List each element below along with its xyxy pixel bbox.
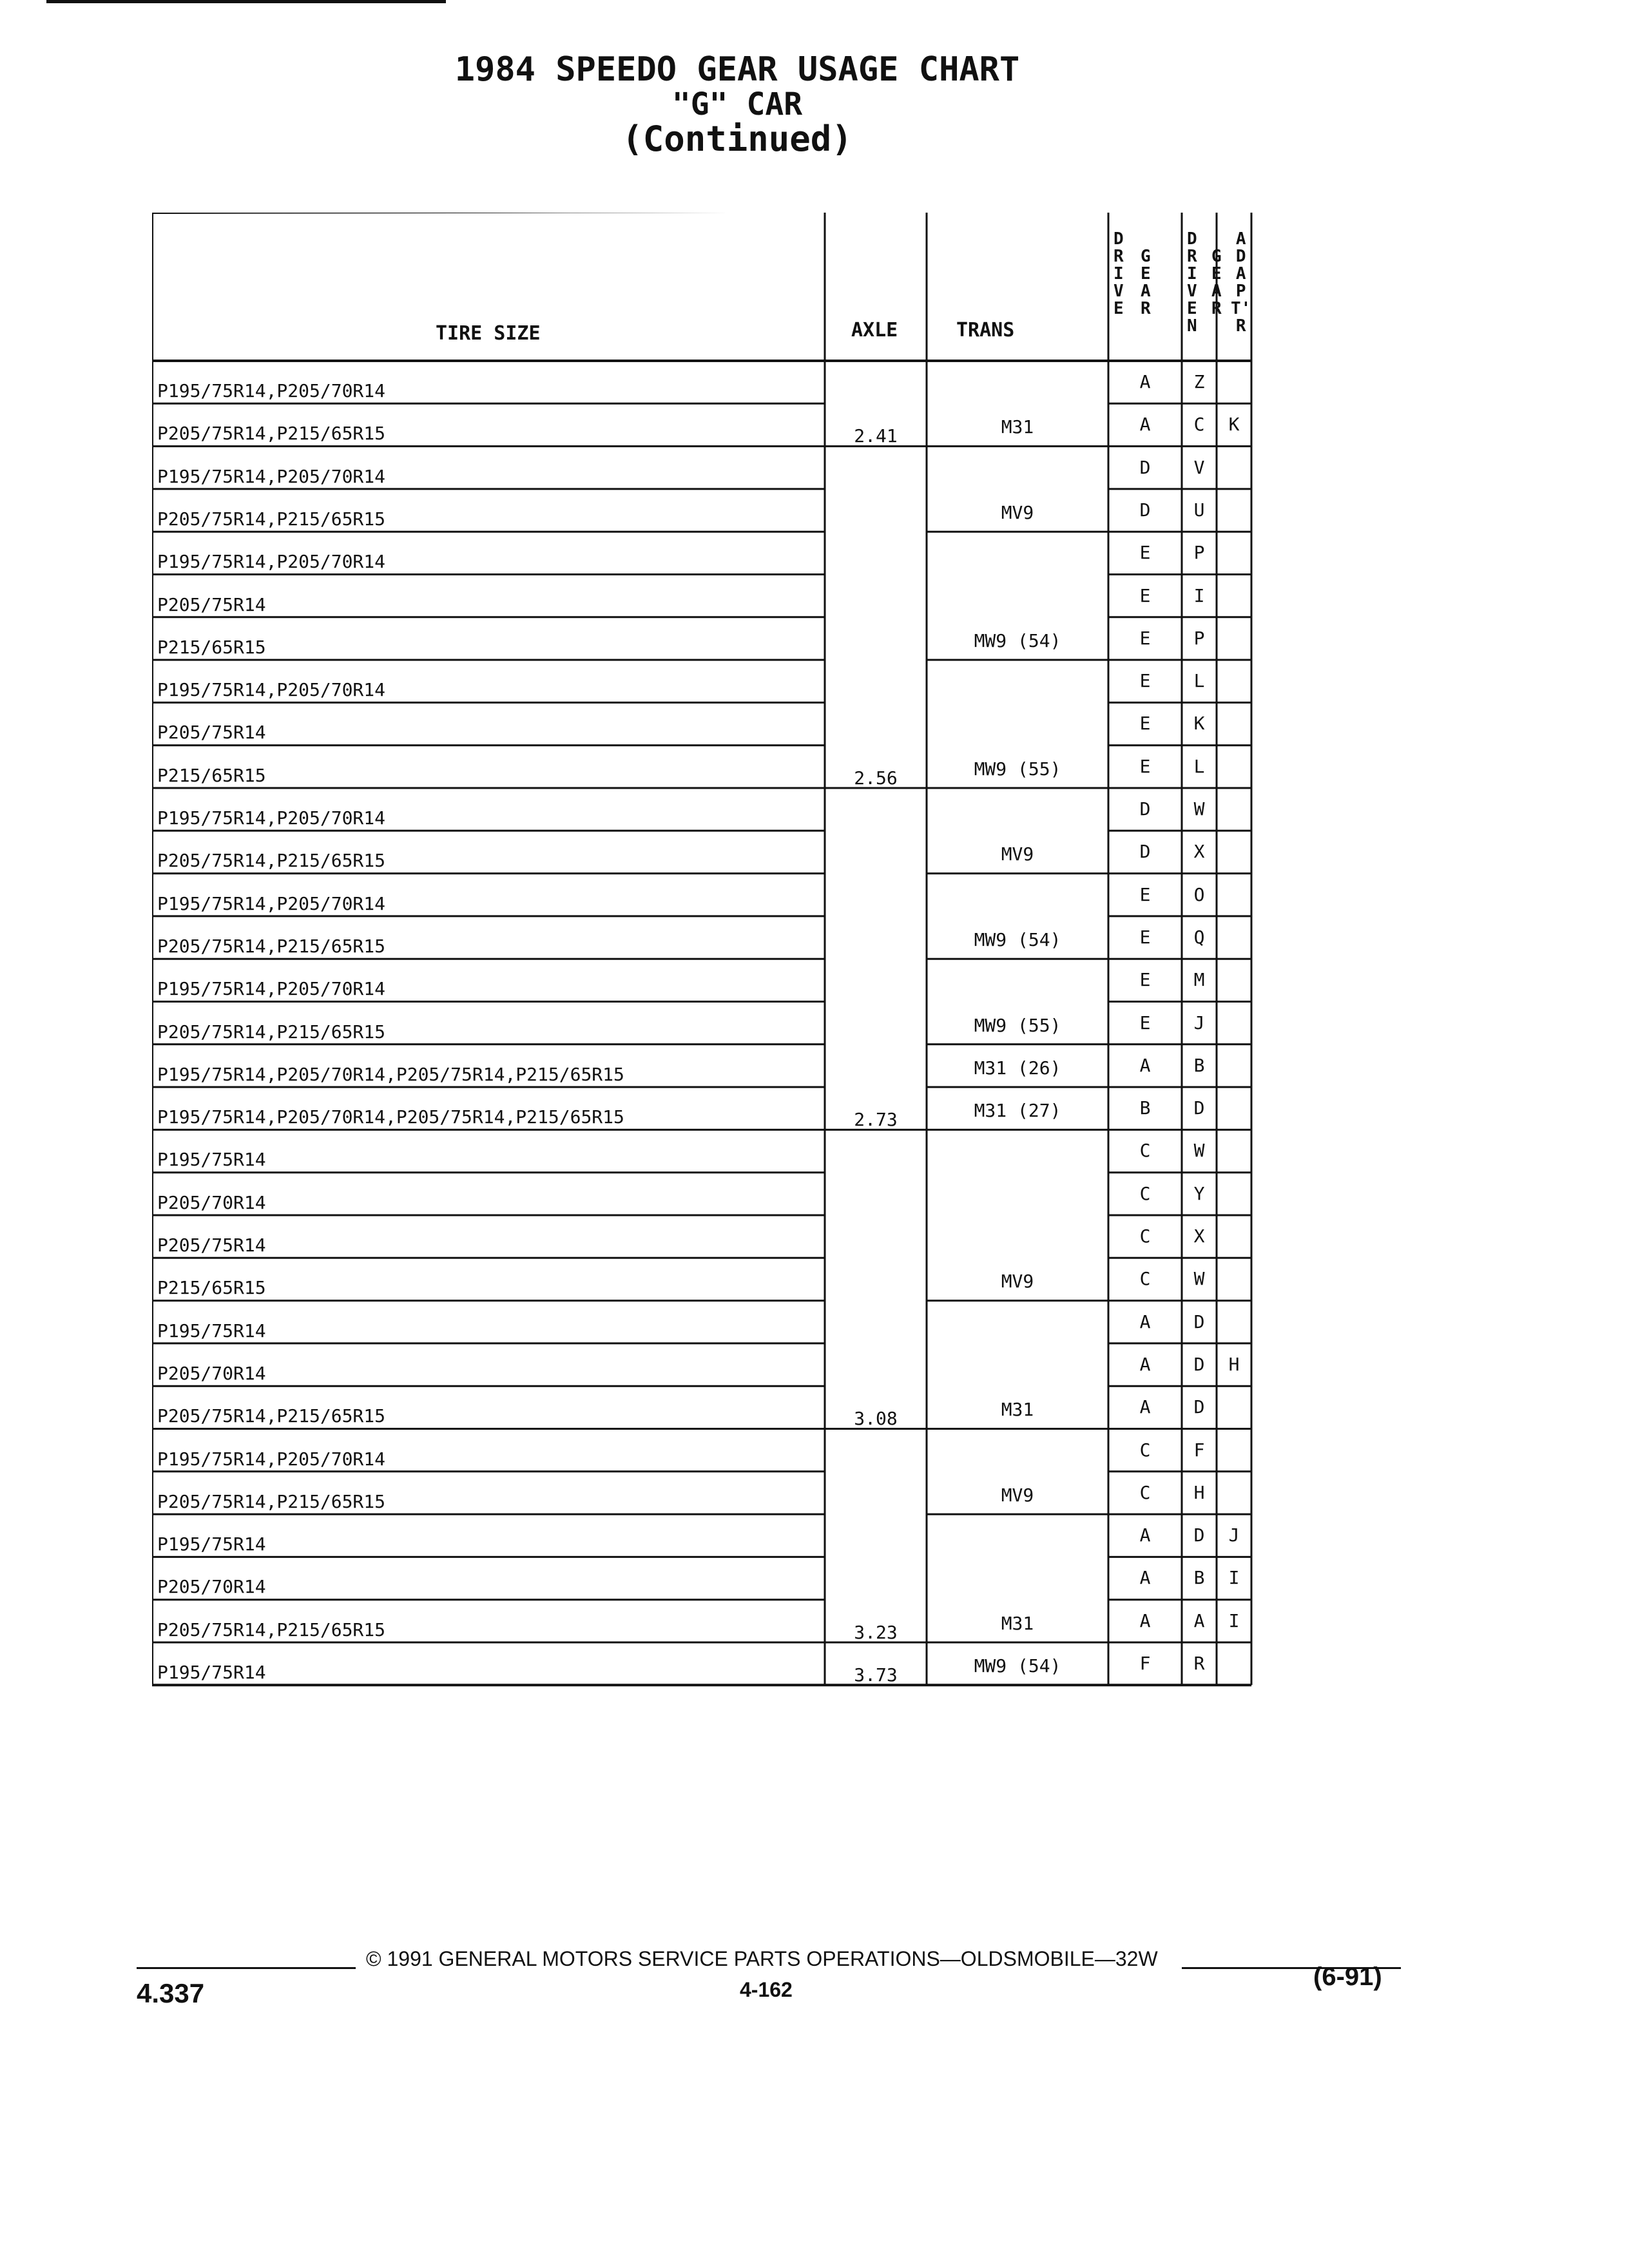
driven-gear-cell: L <box>1193 755 1205 777</box>
driven-gear-cell: H <box>1193 1481 1205 1503</box>
driven-gear-cell: X <box>1193 841 1205 863</box>
driven-gear-cell: R <box>1193 1653 1205 1674</box>
tire-size-cell: P195/75R14 <box>157 1320 266 1341</box>
trans-value: M31 <box>1001 1612 1034 1634</box>
axle-value: 2.73 <box>854 1109 898 1131</box>
tire-size-cell: P215/65R15 <box>157 764 266 786</box>
driven-gear-cell: F <box>1193 1439 1205 1461</box>
header-trans: TRANS <box>956 319 1015 341</box>
tire-size-cell: P195/75R14,P205/70R14,P205/75R14,P215/65R15 <box>157 1063 624 1085</box>
footer-rule-left <box>137 1967 356 1969</box>
driven-gear-cell: D <box>1193 1396 1205 1418</box>
tire-size-cell: P195/75R14 <box>157 1662 266 1683</box>
header-driven-gear-letters: G E A R <box>1211 247 1222 318</box>
drive-gear-cell: D <box>1139 798 1151 820</box>
driven-gear-cell: U <box>1193 499 1205 521</box>
driven-gear-cell: D <box>1193 1353 1205 1375</box>
driven-gear-cell: Q <box>1193 926 1205 948</box>
tire-size-cell: P205/75R14 <box>157 593 266 615</box>
tire-size-cell: P215/65R15 <box>157 1277 266 1299</box>
trans-value: M31 <box>1001 416 1034 438</box>
drive-gear-cell: D <box>1139 841 1151 863</box>
tire-size-cell: P205/75R14,P215/65R15 <box>157 423 386 445</box>
driven-gear-cell: V <box>1193 456 1205 478</box>
drive-gear-cell: C <box>1139 1140 1151 1162</box>
tire-size-cell: P205/75R14 <box>157 1235 266 1256</box>
driven-gear-cell: J <box>1193 1012 1205 1033</box>
tire-size-cell: P195/75R14,P205/70R14 <box>157 551 386 573</box>
driven-gear-cell: W <box>1193 1268 1205 1290</box>
drive-gear-cell: E <box>1139 627 1151 649</box>
drive-gear-cell: E <box>1139 926 1151 948</box>
adapter-cell: H <box>1228 1353 1240 1375</box>
drive-gear-cell: C <box>1139 1481 1151 1503</box>
axle-value: 3.23 <box>854 1621 898 1643</box>
driven-gear-cell: K <box>1193 713 1205 735</box>
driven-gear-cell: O <box>1193 883 1205 905</box>
driven-gear-cell: W <box>1193 798 1205 820</box>
driven-gear-cell: B <box>1193 1567 1205 1589</box>
trans-value: MV9 <box>1001 1271 1034 1293</box>
driven-gear-cell: I <box>1193 584 1205 606</box>
chart-continued: (Continued) <box>622 119 853 159</box>
driven-gear-cell: M <box>1193 969 1205 991</box>
axle-value: 3.08 <box>854 1408 898 1430</box>
drive-gear-cell: C <box>1139 1182 1151 1204</box>
footer-copyright: © 1991 GENERAL MOTORS SERVICE PARTS OPERATIONS—OLDSMOBILE—32W <box>366 1947 1158 1970</box>
drive-gear-cell: C <box>1139 1225 1151 1247</box>
adapter-cell: J <box>1228 1524 1240 1546</box>
drive-gear-cell: E <box>1139 542 1151 564</box>
drive-gear-cell: A <box>1139 414 1151 436</box>
trans-value: MW9 (54) <box>974 1655 1061 1677</box>
drive-gear-cell: D <box>1139 456 1151 478</box>
drive-gear-cell: A <box>1139 1054 1151 1076</box>
drive-gear-cell: E <box>1139 755 1151 777</box>
tire-size-cell: P215/65R15 <box>157 636 266 658</box>
driven-gear-cell: P <box>1193 627 1205 649</box>
tire-size-cell: P205/75R14 <box>157 722 266 744</box>
drive-gear-cell: A <box>1139 1353 1151 1375</box>
driven-gear-cell: A <box>1193 1610 1205 1631</box>
axle-value: 3.73 <box>854 1664 898 1686</box>
trans-value: MW9 (54) <box>974 629 1061 651</box>
drive-gear-cell: A <box>1139 1311 1151 1332</box>
chart-subtitle: "G" CAR <box>671 86 803 122</box>
driven-gear-cell: D <box>1193 1097 1205 1119</box>
footer-page-center: 4-162 <box>740 1978 793 2001</box>
top-rule <box>46 0 446 3</box>
trans-value: MV9 <box>1001 501 1034 523</box>
driven-gear-cell: Z <box>1193 371 1205 392</box>
tire-size-cell: P195/75R14,P205/70R14 <box>157 679 386 701</box>
footer-page-right: (6-91) <box>1313 1963 1382 1991</box>
footer-page-left: 4.337 <box>137 1978 205 2008</box>
trans-value: MW9 (54) <box>974 928 1061 950</box>
header-drive-gear-letters: G E A R <box>1141 247 1151 318</box>
trans-value: MV9 <box>1001 843 1034 865</box>
driven-gear-cell: D <box>1193 1311 1205 1332</box>
driven-gear-cell: P <box>1193 542 1205 564</box>
trans-value: M31 (27) <box>974 1100 1061 1122</box>
driven-gear-cell: X <box>1193 1225 1205 1247</box>
tire-size-cell: P195/75R14 <box>157 1149 266 1171</box>
drive-gear-cell: E <box>1139 883 1151 905</box>
adapter-cell: K <box>1228 414 1240 436</box>
drive-gear-cell: B <box>1139 1097 1151 1119</box>
tire-size-cell: P205/75R14,P215/65R15 <box>157 935 386 957</box>
axle-value: 2.41 <box>854 425 898 447</box>
tire-size-cell: P205/75R14,P215/65R15 <box>157 508 386 530</box>
driven-gear-cell: C <box>1193 414 1205 436</box>
drive-gear-cell: A <box>1139 371 1151 392</box>
trans-value: MW9 (55) <box>974 758 1061 780</box>
tire-size-cell: P195/75R14,P205/70R14 <box>157 807 386 829</box>
drive-gear-cell: D <box>1139 499 1151 521</box>
drive-gear-cell: A <box>1139 1396 1151 1418</box>
drive-gear-cell: E <box>1139 1012 1151 1033</box>
drive-gear-cell: E <box>1139 713 1151 735</box>
adapter-cell: I <box>1228 1610 1240 1631</box>
tire-size-cell: P205/70R14 <box>157 1576 266 1598</box>
tire-size-cell: P205/75R14,P215/65R15 <box>157 850 386 872</box>
tire-size-cell: P205/75R14,P215/65R15 <box>157 1405 386 1427</box>
drive-gear-cell: E <box>1139 670 1151 692</box>
tire-size-cell: P205/75R14,P215/65R15 <box>157 1619 386 1640</box>
header-driven-letters: D R I V E N <box>1187 229 1197 336</box>
tire-size-cell: P195/75R14,P205/70R14 <box>157 1448 386 1470</box>
driven-gear-cell: Y <box>1193 1182 1205 1204</box>
trans-value: M31 (26) <box>974 1057 1061 1079</box>
driven-gear-cell: D <box>1193 1524 1205 1546</box>
chart-title: 1984 SPEEDO GEAR USAGE CHART <box>454 50 1020 89</box>
tire-size-cell: P195/75R14,P205/70R14 <box>157 380 386 401</box>
axle-value: 2.56 <box>854 767 898 789</box>
trans-value: MW9 (55) <box>974 1014 1061 1036</box>
header-drive-letters: D R I V E <box>1113 229 1124 318</box>
tire-size-cell: P195/75R14,P205/70R14 <box>157 465 386 487</box>
drive-gear-cell: A <box>1139 1524 1151 1546</box>
tire-size-cell: P205/70R14 <box>157 1191 266 1213</box>
header-axle: AXLE <box>851 319 898 341</box>
header-adapter-letters: A D A P T' R <box>1231 229 1251 336</box>
drive-gear-cell: F <box>1139 1653 1151 1674</box>
tire-size-cell: P205/75R14,P215/65R15 <box>157 1490 386 1512</box>
driven-gear-cell: W <box>1193 1140 1205 1162</box>
drive-gear-cell: C <box>1139 1268 1151 1290</box>
trans-value: MV9 <box>1001 1484 1034 1506</box>
adapter-cell: I <box>1228 1567 1240 1589</box>
trans-value: M31 <box>1001 1399 1034 1421</box>
header-tire-size: TIRE SIZE <box>436 322 541 345</box>
tire-size-cell: P205/75R14,P215/65R15 <box>157 1021 386 1043</box>
tire-size-cell: P205/70R14 <box>157 1362 266 1384</box>
drive-gear-cell: C <box>1139 1439 1151 1461</box>
tire-size-cell: P195/75R14,P205/70R14 <box>157 892 386 914</box>
drive-gear-cell: A <box>1139 1610 1151 1631</box>
driven-gear-cell: B <box>1193 1054 1205 1076</box>
tire-size-cell: P195/75R14,P205/70R14 <box>157 978 386 1000</box>
tire-size-cell: P195/75R14 <box>157 1533 266 1555</box>
drive-gear-cell: E <box>1139 584 1151 606</box>
drive-gear-cell: E <box>1139 969 1151 991</box>
driven-gear-cell: L <box>1193 670 1205 692</box>
speedo-gear-table <box>152 213 1312 1695</box>
drive-gear-cell: A <box>1139 1567 1151 1589</box>
tire-size-cell: P195/75R14,P205/70R14,P205/75R14,P215/65R15 <box>157 1106 624 1128</box>
